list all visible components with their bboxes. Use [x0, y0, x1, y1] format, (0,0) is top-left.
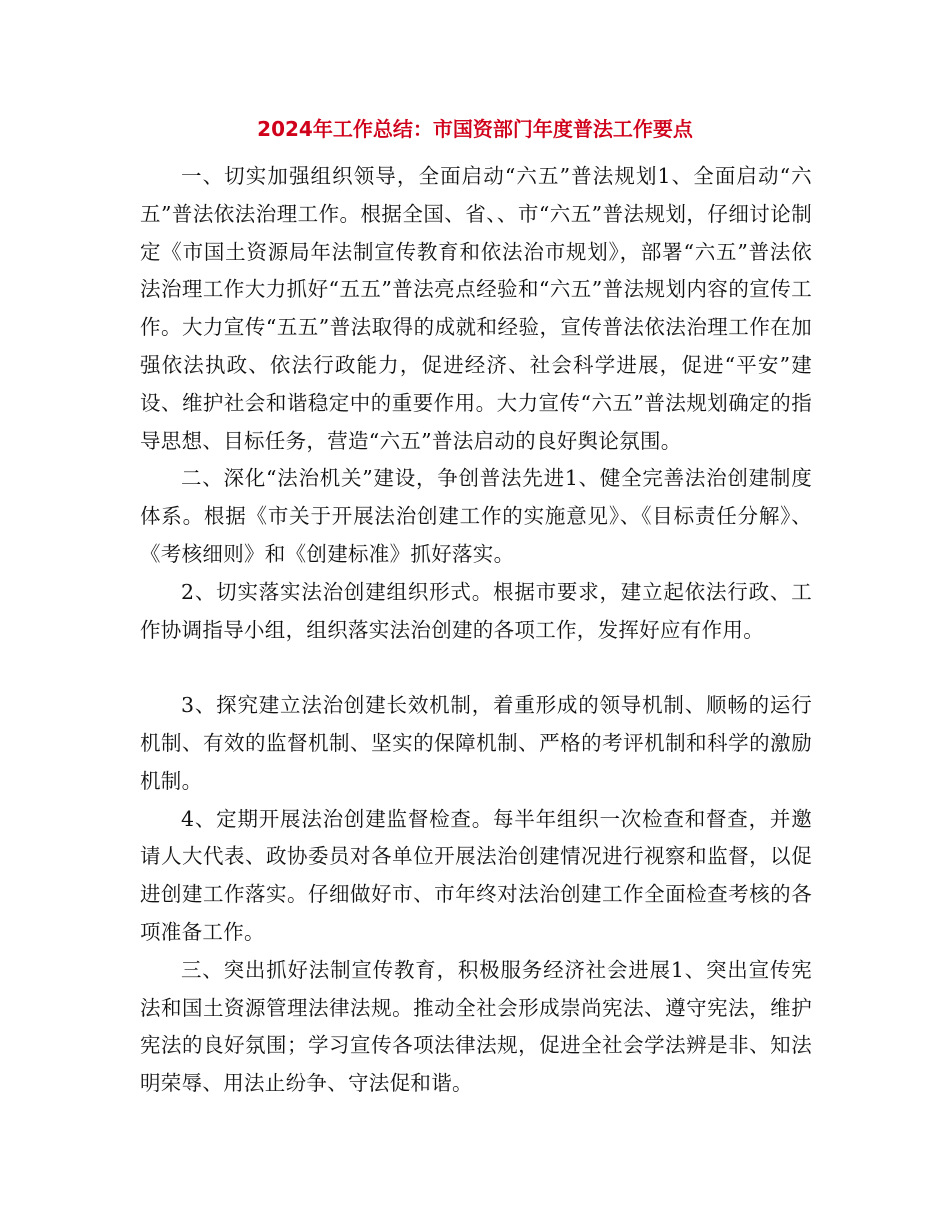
document-body	[140, 158, 812, 1103]
paragraph-item-2: 2、切实落实法治创建组织形式。根据市要求，建立起依法行政、工作协调指导小组，组织落实法治创建的各项工作，发挥好应有作用。	[140, 579, 812, 642]
document-title: 2024年工作总结：市国资部门年度普法工作要点	[257, 117, 693, 141]
paragraph-section-2: 二、深化“法治机关”建设，争创普法先进1、健全完善法治创建制度体系。根据《市关于开展法治创建工作的实施意见》、《目标责任分解》、《考核细则》和《创建标准》抓好落实。	[140, 466, 812, 566]
paragraph-section-3: 三、突出抓好法制宣传教育，积极服务经济社会进展1、突出宣传宪法和国土资源管理法律法规。推动全社会形成崇尚宪法、遵守宪法，维护宪法的良好氛围；学习宣传各项法律法规，促进全社会学法辨是非、知法明荣辱、用法止纷争、守法促和谐。	[140, 957, 812, 1096]
paragraph-section-1: 一、切实加强组织领导，全面启动“六五”普法规划1、全面启动“六五”普法依法治理工作。根据全国、省、、市“六五”普法规划，仔细讨论制定《市国土资源局年法制宣传教育和依法治市规划》，部署“六五”普法依法治理工作大力抓好“五五”普法亮点经验和“六五”普法规划内容的宣传工作。大力宣传“五五”普法取得的成就和经验，宣传普法依法治理工作在加强依法执政、依法行政能力，促进经济、社会科学进展，促进“平安”建设、维护社会和谐稳定中的重要作用。大力宣传“六五”普法规划确定的指导思想、目标任务，营造“六五”普法启动的良好舆论氛围。	[140, 164, 812, 453]
paragraph-item-3: 3、探究建立法治创建长效机制，着重形成的领导机制、顺畅的运行机制、有效的监督机制、坚实的保障机制、严格的考评机制和科学的激励机制。	[140, 693, 812, 793]
paragraph-spacer	[140, 649, 812, 687]
paragraph-item-4: 4、定期开展法治创建监督检查。每半年组织一次检查和督查，并邀请人大代表、政协委员对各单位开展法治创建情况进行视察和监督，以促进创建工作落实。仔细做好市、市年终对法治创建工作全面检查考核的各项准备工作。	[140, 806, 812, 944]
